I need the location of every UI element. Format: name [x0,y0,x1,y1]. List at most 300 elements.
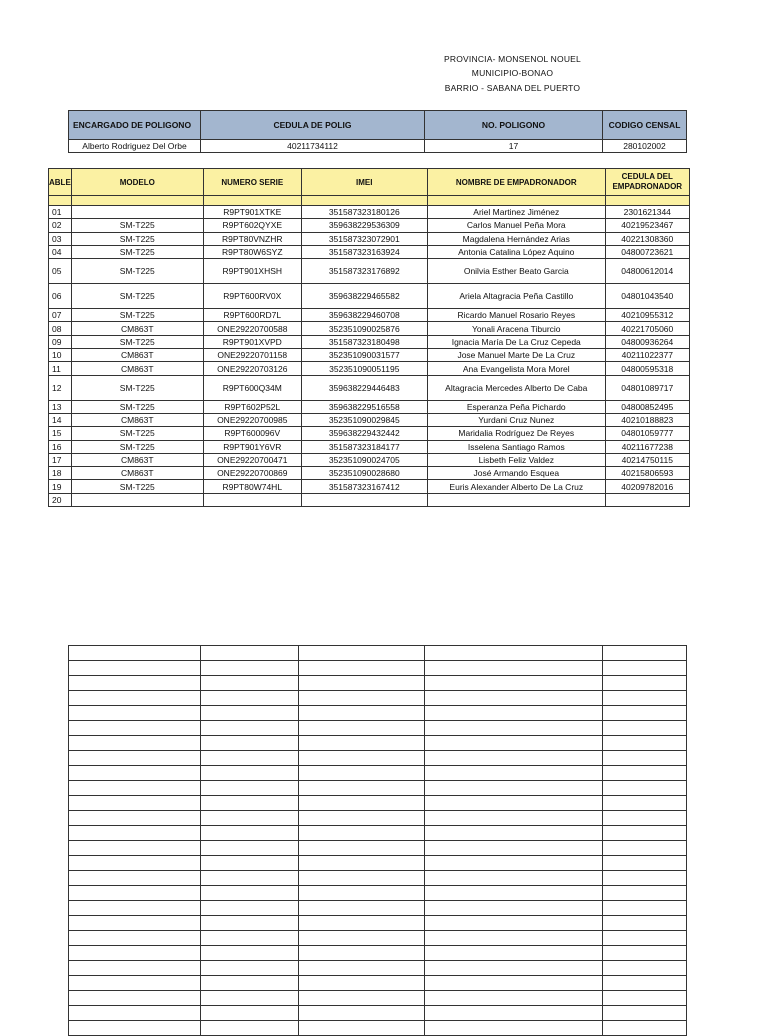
blank-cell [201,781,299,796]
table-cell [71,206,203,219]
blank-cell [69,721,201,736]
blank-cell [603,676,687,691]
blank-cell [201,676,299,691]
table-cell: ONE29220700869 [203,467,301,480]
table-cell: SM-T225 [71,219,203,232]
table-cell: 40211022377 [605,349,689,362]
table-cell: CM863T [71,362,203,375]
table-cell: 351587323167412 [301,480,427,493]
blank-cell [425,646,603,661]
table-cell: CM863T [71,467,203,480]
blank-cell [603,946,687,961]
blank-cell [201,976,299,991]
blank-cell [299,721,425,736]
blank-cell [603,736,687,751]
blank-cell [69,991,201,1006]
table-row [49,335,690,348]
blank-cell [299,736,425,751]
blank-row [69,826,687,841]
table-cell: 2301621344 [605,206,689,219]
blank-cell [603,961,687,976]
blank-cell [425,661,603,676]
blank-row [69,931,687,946]
blank-cell [603,826,687,841]
blank-row [69,1021,687,1036]
blank-cell [69,736,201,751]
blank-cell [299,796,425,811]
blank-cell [603,646,687,661]
blank-cell [69,706,201,721]
blank-cell [201,646,299,661]
blank-row [69,901,687,916]
table-cell: 352351090024705 [301,453,427,466]
table-cell: Jose Manuel Marte De La Cruz [427,349,605,362]
table-row [49,493,690,506]
table-cell: 14 [49,413,72,426]
table-row [49,427,690,440]
blank-row [69,976,687,991]
table-cell: 352351090029845 [301,413,427,426]
table-cell: ONE29220701158 [203,349,301,362]
value-cedula-polig: 40211734112 [201,140,425,153]
table-cell: R9PT901XHSH [203,259,301,284]
blank-cell [425,946,603,961]
blank-cell [425,736,603,751]
blank-row [69,736,687,751]
table-cell: 04801089717 [605,375,689,400]
blank-cell [299,1006,425,1021]
blank-cell [299,661,425,676]
table-row [49,467,690,480]
blank-cell [603,661,687,676]
value-codigo-censal: 280102002 [603,140,687,153]
table-cell: 359638229432442 [301,427,427,440]
blank-cell [299,916,425,931]
table-cell: Ricardo Manuel Rosario Reyes [427,309,605,322]
blank-row [69,661,687,676]
blank-cell [425,781,603,796]
table-cell: Lisbeth Feliz Valdez [427,453,605,466]
blank-cell [299,976,425,991]
blank-cell [425,826,603,841]
table-row [49,453,690,466]
table-cell: 04800612014 [605,259,689,284]
blank-cell [603,691,687,706]
header-numero-serie: NUMERO SERIE [203,169,301,196]
blank-cell [603,871,687,886]
blank-cell [299,766,425,781]
table-cell: 351587323163924 [301,245,427,258]
table-cell: 352351090051195 [301,362,427,375]
table-cell: Ignacia María De La Cruz Cepeda [427,335,605,348]
table-cell: Yurdani Cruz Nunez [427,413,605,426]
table-cell: R9PT901Y6VR [203,440,301,453]
table-cell: Ariela Altagracia Peña Castillo [427,284,605,309]
table-cell: 40219523467 [605,219,689,232]
blank-cell [425,691,603,706]
blank-cell [201,886,299,901]
blank-cell [299,856,425,871]
header-able: ABLE [49,169,72,196]
table-cell: SM-T225 [71,259,203,284]
blank-cell [425,1006,603,1021]
table-cell: SM-T225 [71,375,203,400]
table-cell: 12 [49,375,72,400]
blank-cell [603,781,687,796]
table-cell: R9PT80VNZHR [203,232,301,245]
table-cell: Yonali Aracena Tiburcio [427,322,605,335]
header-cedula-empadronador: CEDULA DEL EMPADRONADOR [605,169,689,196]
table-cell [605,493,689,506]
table-row [49,322,690,335]
blank-row [69,721,687,736]
blank-cell [299,931,425,946]
table-cell: SM-T225 [71,427,203,440]
blank-row [69,781,687,796]
table-cell: 16 [49,440,72,453]
table-row [49,413,690,426]
table-cell: 352351090025876 [301,322,427,335]
blank-cell [201,736,299,751]
blank-cell [201,1021,299,1036]
blank-cell [201,706,299,721]
blank-cell [69,661,201,676]
header-modelo: MODELO [71,169,203,196]
blank-cell [69,901,201,916]
table-cell: R9PT600RD7L [203,309,301,322]
table-cell: 08 [49,322,72,335]
header-sub-cell [301,196,427,206]
blank-cell [201,811,299,826]
table-cell: 359638229460708 [301,309,427,322]
blank-cell [425,856,603,871]
table-cell: R9PT602P52L [203,400,301,413]
blank-row [69,946,687,961]
blank-cell [201,766,299,781]
summary-table [68,110,687,153]
blank-cell [425,751,603,766]
blank-cell [603,976,687,991]
table-cell: 40221705060 [605,322,689,335]
table-cell: R9PT600096V [203,427,301,440]
table-cell [427,493,605,506]
table-row [49,206,690,219]
blank-cell [603,901,687,916]
header-sub-cell [49,196,72,206]
blank-cell [425,796,603,811]
table-cell: R9PT600RV0X [203,284,301,309]
table-cell [71,493,203,506]
blank-cell [201,721,299,736]
blank-cell [69,691,201,706]
blank-row [69,811,687,826]
blank-cell [69,961,201,976]
blank-cell [425,706,603,721]
table-cell: 07 [49,309,72,322]
blank-cell [425,721,603,736]
table-cell: R9PT600Q34M [203,375,301,400]
header-codigo-censal: CODIGO CENSAL [603,111,687,140]
table-cell: SM-T225 [71,309,203,322]
blank-row [69,691,687,706]
table-cell: CM863T [71,322,203,335]
table-cell: 02 [49,219,72,232]
header-sub-cell [71,196,203,206]
table-cell: 05 [49,259,72,284]
blank-cell [69,946,201,961]
value-no-poligono: 17 [425,140,603,153]
blank-row [69,706,687,721]
blank-cell [425,841,603,856]
blank-row [69,796,687,811]
blank-cell [201,991,299,1006]
blank-cell [299,826,425,841]
blank-row [69,991,687,1006]
main-table-body [49,206,690,507]
table-cell: SM-T225 [71,284,203,309]
table-cell: SM-T225 [71,480,203,493]
blank-cell [69,916,201,931]
header-imei: IMEI [301,169,427,196]
value-encargado: Alberto Rodriguez Del Orbe [69,140,201,153]
blank-row [69,646,687,661]
table-cell [203,493,301,506]
table-cell: 40221308360 [605,232,689,245]
blank-cell [201,796,299,811]
table-cell: SM-T225 [71,335,203,348]
blank-cell [69,676,201,691]
table-cell: 04800936264 [605,335,689,348]
blank-cell [425,811,603,826]
blank-cell [603,856,687,871]
table-cell: 17 [49,453,72,466]
table-cell: 351587323072901 [301,232,427,245]
blank-cell [603,721,687,736]
blank-cell [299,871,425,886]
blank-cell [201,691,299,706]
table-cell [301,493,427,506]
blank-cell [299,646,425,661]
blank-cell [425,916,603,931]
table-cell: ONE29220700471 [203,453,301,466]
blank-cell [603,1021,687,1036]
blank-cell [425,901,603,916]
blank-cell [201,871,299,886]
summary-header-row [69,111,687,140]
blank-row [69,961,687,976]
table-row [49,245,690,258]
blank-cell [69,931,201,946]
table-cell: 01 [49,206,72,219]
blank-cell [69,781,201,796]
blank-cell [201,1006,299,1021]
blank-cell [69,796,201,811]
blank-cell [425,991,603,1006]
table-cell: ONE29220700588 [203,322,301,335]
blank-cell [299,841,425,856]
header-neighborhood: BARRIO - SABANA DEL PUERTO [444,83,581,93]
table-cell: 04800595318 [605,362,689,375]
blank-cell [69,1021,201,1036]
blank-cell [201,661,299,676]
blank-cell [299,676,425,691]
blank-cell [201,916,299,931]
table-cell: SM-T225 [71,440,203,453]
table-cell: 04800723621 [605,245,689,258]
blank-cell [201,931,299,946]
table-row [49,480,690,493]
blank-cell [425,1021,603,1036]
blank-grid-table [68,645,687,1036]
header-sub-cell [203,196,301,206]
table-row [49,349,690,362]
blank-cell [425,976,603,991]
blank-cell [69,976,201,991]
table-cell: Altagracia Mercedes Alberto De Caba [427,375,605,400]
table-cell: 18 [49,467,72,480]
blank-row [69,1006,687,1021]
blank-cell [299,691,425,706]
table-cell: Onilvia Esther Beato Garcia [427,259,605,284]
table-cell: Maridalia Rodríguez De Reyes [427,427,605,440]
blank-cell [425,871,603,886]
blank-cell [299,901,425,916]
table-cell: 351587323180126 [301,206,427,219]
blank-cell [299,781,425,796]
blank-cell [69,646,201,661]
header-no-poligono: NO. POLIGONO [425,111,603,140]
blank-cell [201,826,299,841]
table-cell: Euris Alexander Alberto De La Cruz [427,480,605,493]
table-cell: Ariel Martinez Jiménez [427,206,605,219]
table-cell: 351587323184177 [301,440,427,453]
blank-cell [603,1006,687,1021]
table-row [49,400,690,413]
table-row [49,259,690,284]
blank-cell [201,841,299,856]
blank-cell [603,841,687,856]
blank-cell [299,706,425,721]
main-header-subrow [49,196,690,206]
blank-cell [299,811,425,826]
table-cell: SM-T225 [71,400,203,413]
blank-cell [425,886,603,901]
header-cedula-polig: CEDULA DE POLIG [201,111,425,140]
table-cell: SM-T225 [71,232,203,245]
blank-row [69,886,687,901]
table-cell: R9PT80W74HL [203,480,301,493]
blank-cell [603,706,687,721]
blank-row [69,676,687,691]
blank-row [69,766,687,781]
blank-row [69,751,687,766]
table-cell: ONE29220703126 [203,362,301,375]
blank-cell [425,931,603,946]
blank-cell [69,826,201,841]
blank-row [69,916,687,931]
table-cell: 13 [49,400,72,413]
blank-cell [69,856,201,871]
table-cell: 40210188823 [605,413,689,426]
blank-cell [425,766,603,781]
header-sub-cell [605,196,689,206]
blank-cell [299,1021,425,1036]
blank-cell [603,916,687,931]
table-cell: 10 [49,349,72,362]
blank-grid-body [69,646,687,1036]
blank-cell [603,751,687,766]
table-cell: Carlos Manuel Peña Mora [427,219,605,232]
table-cell: Ana Evangelista Mora Morel [427,362,605,375]
table-cell: 04801059777 [605,427,689,440]
blank-row [69,856,687,871]
table-cell: 04800852495 [605,400,689,413]
header-sub-cell [427,196,605,206]
table-cell: 20 [49,493,72,506]
blank-cell [69,841,201,856]
blank-cell [299,946,425,961]
table-cell: 04801043540 [605,284,689,309]
table-cell: 352351090028680 [301,467,427,480]
table-cell: CM863T [71,453,203,466]
table-cell: 359638229446483 [301,375,427,400]
table-row [49,219,690,232]
blank-row [69,841,687,856]
table-row [49,309,690,322]
table-cell: R9PT901XVPD [203,335,301,348]
blank-cell [603,796,687,811]
blank-cell [69,766,201,781]
blank-cell [299,751,425,766]
blank-cell [603,811,687,826]
table-cell: R9PT602QYXE [203,219,301,232]
blank-cell [299,961,425,976]
blank-cell [201,961,299,976]
table-cell: José Armando Esquea [427,467,605,480]
table-cell: 359638229465582 [301,284,427,309]
table-cell: 11 [49,362,72,375]
table-cell: 04 [49,245,72,258]
table-cell: 351587323180498 [301,335,427,348]
blank-cell [201,946,299,961]
blank-cell [299,991,425,1006]
table-cell: 359638229516558 [301,400,427,413]
table-cell: Isselena Santiago Ramos [427,440,605,453]
blank-cell [603,886,687,901]
blank-cell [69,886,201,901]
blank-cell [201,901,299,916]
blank-cell [201,856,299,871]
header-nombre-empadronador: NOMBRE DE EMPADRONADOR [427,169,605,196]
table-cell: 40210955312 [605,309,689,322]
table-cell: SM-T225 [71,245,203,258]
blank-cell [603,991,687,1006]
blank-cell [299,886,425,901]
summary-value-row [69,140,687,153]
table-cell: Esperanza Peña Pichardo [427,400,605,413]
header-province: PROVINCIA- MONSENOL NOUEL [444,54,581,64]
blank-cell [603,766,687,781]
blank-cell [425,961,603,976]
table-row [49,440,690,453]
header-municipality: MUNICIPIO-BONAO [471,68,554,78]
table-cell: Magdalena Hernández Arias [427,232,605,245]
table-cell: ONE29220700985 [203,413,301,426]
table-row [49,284,690,309]
main-table [48,168,690,507]
blank-cell [69,751,201,766]
table-cell: CM863T [71,413,203,426]
